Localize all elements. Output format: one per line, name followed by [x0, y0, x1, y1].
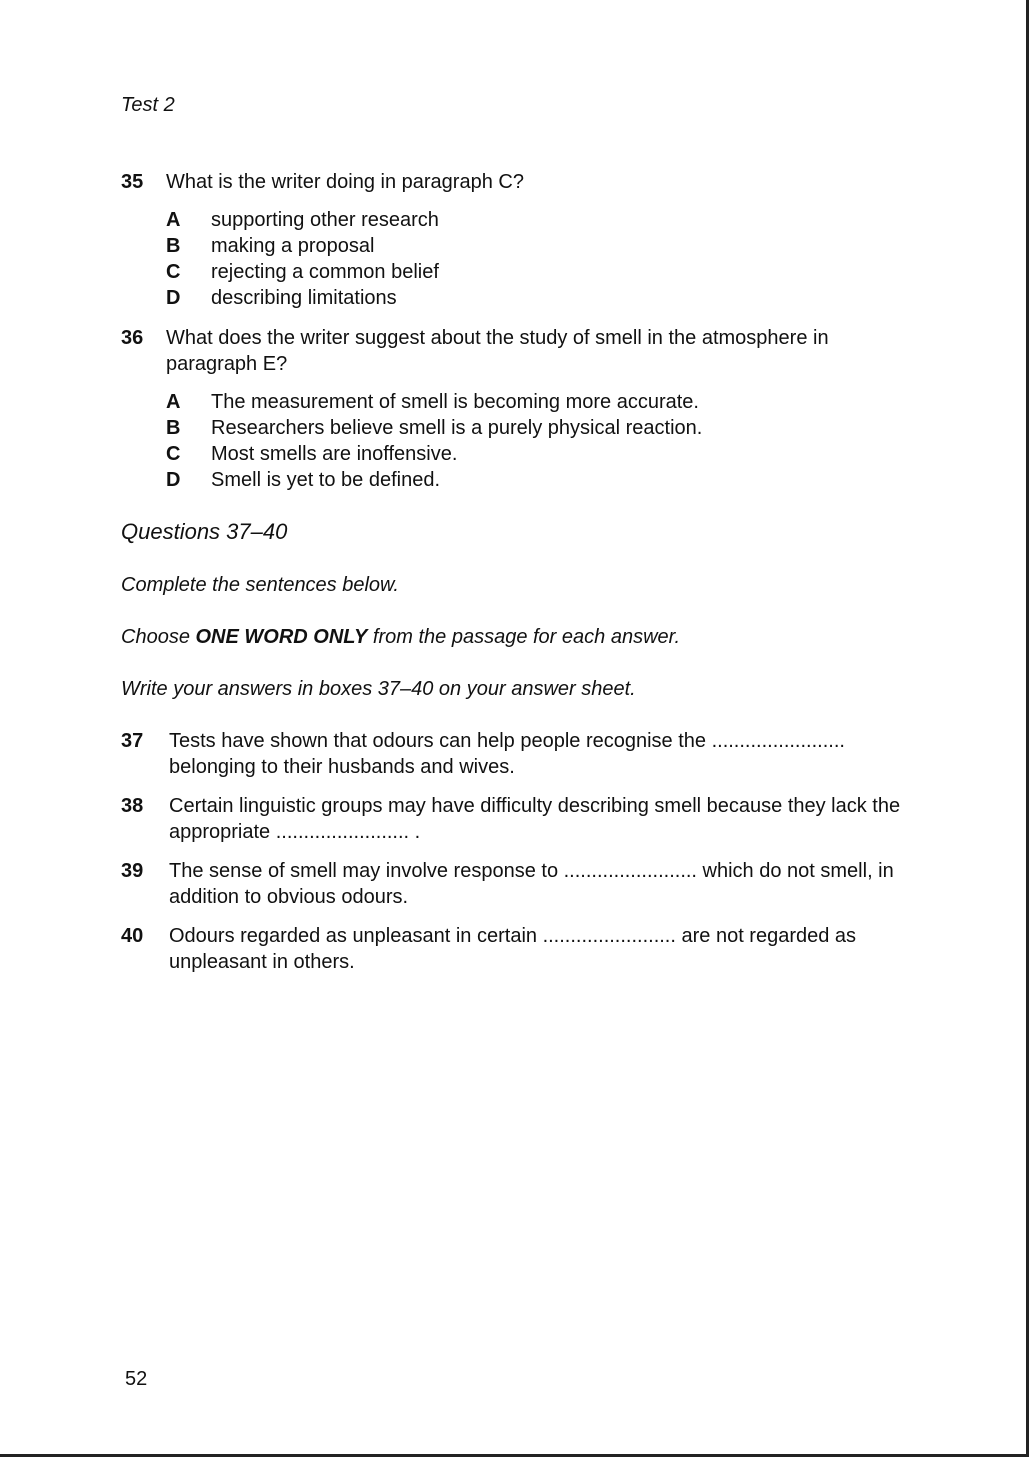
option-letter: D [166, 469, 181, 491]
option-b [166, 415, 861, 441]
sentence-text: Odours regarded as unpleasant in certain ........................ are not regarded as unpleasant in others. [169, 925, 857, 973]
option-text: Researchers believe smell is a purely physical reaction. [211, 417, 703, 439]
instruction-choose-pre: Choose [121, 626, 196, 648]
sentence-number: 38 [121, 795, 144, 817]
option-letter: B [166, 417, 181, 439]
option-c [166, 441, 861, 467]
option-text: Most smells are inoffensive. [211, 443, 458, 465]
instruction-write: Write your answers in boxes 37–40 on your answer sheet. [121, 678, 636, 700]
options-list [166, 389, 861, 493]
question-text: What does the writer suggest about the study of smell in the atmosphere in paragraph E? [166, 327, 829, 375]
question-35 [121, 169, 941, 311]
instruction-choose-post: from the passage for each answer. [367, 626, 681, 648]
sentence-number: 39 [121, 860, 144, 882]
sentence-text: The sense of smell may involve response to ........................ which do not smell, in addition to obvious odours. [169, 860, 894, 908]
option-c [166, 259, 941, 285]
section-heading: Questions 37–40 [121, 519, 288, 544]
option-letter: C [166, 261, 181, 283]
question-36 [121, 325, 861, 493]
option-b [166, 233, 941, 259]
option-letter: A [166, 391, 181, 413]
option-a [166, 207, 941, 233]
option-letter: B [166, 235, 181, 257]
option-letter: C [166, 443, 181, 465]
option-text: making a proposal [211, 235, 375, 257]
question-number: 35 [121, 171, 144, 193]
sentence-number: 37 [121, 730, 144, 752]
option-text: rejecting a common belief [211, 261, 439, 283]
sentence-40 [121, 923, 891, 975]
options-list [166, 207, 941, 311]
question-text: What is the writer doing in paragraph C? [166, 171, 524, 193]
question-number: 36 [121, 327, 144, 349]
sentence-text: Certain linguistic groups may have difficulty describing smell because they lack the appropriate ........................ . [169, 795, 901, 843]
option-letter: A [166, 209, 181, 231]
page-header: Test 2 [121, 94, 175, 116]
sentence-39 [121, 858, 931, 910]
option-text: describing limitations [211, 287, 397, 309]
option-d [166, 467, 861, 493]
sentence-38 [121, 793, 931, 845]
page-number: 52 [125, 1368, 148, 1390]
sentence-number: 40 [121, 925, 144, 947]
option-letter: D [166, 287, 181, 309]
sentence-37 [121, 728, 881, 780]
sentence-text: Tests have shown that odours can help people recognise the ........................ belonging to their husbands and wives. [169, 730, 845, 778]
option-d [166, 285, 941, 311]
instruction-choose [121, 624, 680, 650]
instruction-complete: Complete the sentences below. [121, 574, 399, 596]
option-text: supporting other research [211, 209, 439, 231]
option-text: The measurement of smell is becoming more accurate. [211, 391, 699, 413]
option-text: Smell is yet to be defined. [211, 469, 441, 491]
instruction-choose-bold: ONE WORD ONLY [195, 626, 368, 648]
option-a [166, 389, 861, 415]
